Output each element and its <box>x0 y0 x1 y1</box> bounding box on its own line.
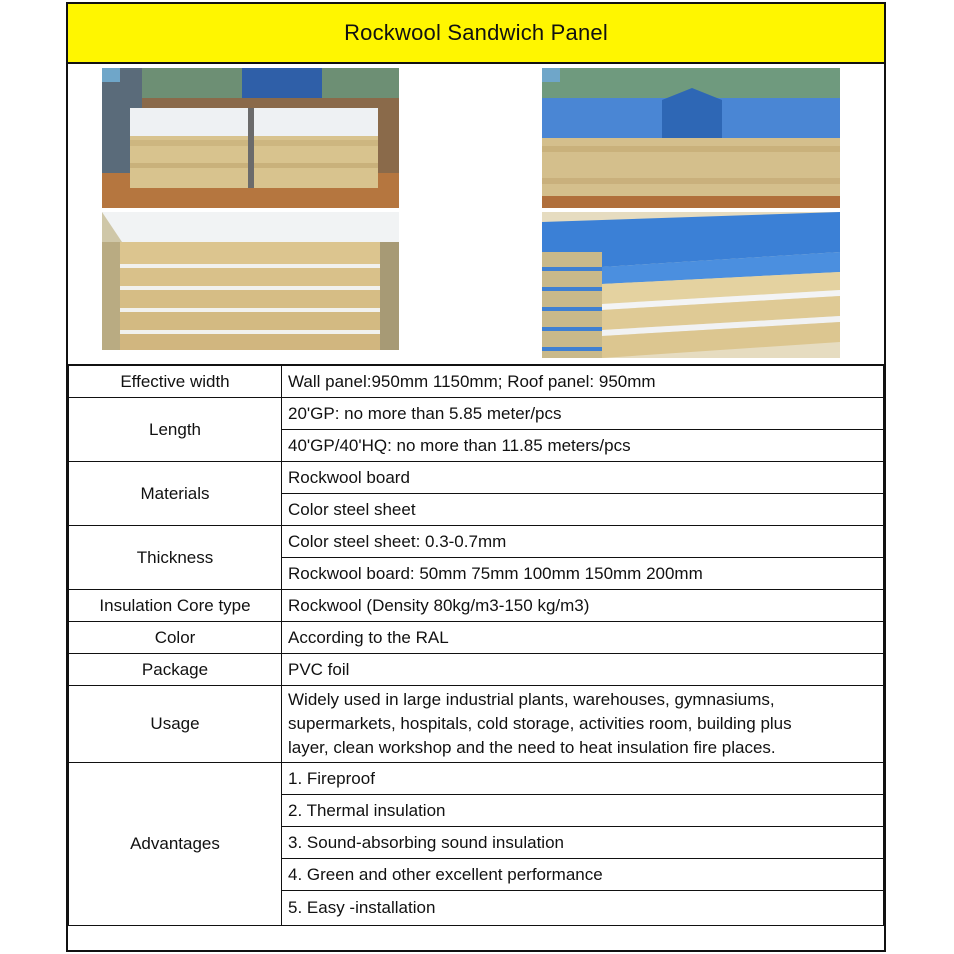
page-title: Rockwool Sandwich Panel <box>68 4 884 64</box>
table-row <box>69 398 884 430</box>
row-value: Color steel sheet: 0.3-0.7mm <box>282 526 884 558</box>
row-label: Effective width <box>69 365 282 398</box>
roof-panel-stack-photo <box>542 212 840 358</box>
spec-table <box>68 364 884 926</box>
row-label: Materials <box>69 462 282 526</box>
row-label: Insulation Core type <box>69 590 282 622</box>
table-row <box>69 365 884 398</box>
row-label: Package <box>69 654 282 686</box>
row-value: Color steel sheet <box>282 494 884 526</box>
row-label: Color <box>69 622 282 654</box>
row-value <box>282 686 884 763</box>
usage-line: layer, clean workshop and the need to heat insulation fire places. <box>288 738 776 757</box>
roof-panel-joint-photo <box>542 68 840 208</box>
row-label: Advantages <box>69 763 282 926</box>
table-row <box>69 763 884 795</box>
table-row <box>69 462 884 494</box>
table-row <box>69 686 884 763</box>
row-label: Thickness <box>69 526 282 590</box>
spec-sheet <box>66 2 886 952</box>
table-row <box>69 526 884 558</box>
table-row <box>69 654 884 686</box>
table-row <box>69 590 884 622</box>
row-value: PVC foil <box>282 654 884 686</box>
row-value: Rockwool board <box>282 462 884 494</box>
row-label: Usage <box>69 686 282 763</box>
usage-line: supermarkets, hospitals, cold storage, activities room, building plus <box>288 714 792 733</box>
row-value: Rockwool board: 50mm 75mm 100mm 150mm 200mm <box>282 558 884 590</box>
row-value: 4. Green and other excellent performance <box>282 859 884 891</box>
row-value: 40'GP/40'HQ: no more than 11.85 meters/pcs <box>282 430 884 462</box>
row-value: 5. Easy -installation <box>282 891 884 926</box>
row-value: 3. Sound-absorbing sound insulation <box>282 827 884 859</box>
usage-line: Widely used in large industrial plants, warehouses, gymnasiums, <box>288 690 775 709</box>
row-value: 1. Fireproof <box>282 763 884 795</box>
row-value: According to the RAL <box>282 622 884 654</box>
wall-panel-joint-photo <box>102 68 399 208</box>
table-row <box>69 622 884 654</box>
row-value: Rockwool (Density 80kg/m3-150 kg/m3) <box>282 590 884 622</box>
row-value: 2. Thermal insulation <box>282 795 884 827</box>
row-label: Length <box>69 398 282 462</box>
row-value: 20'GP: no more than 5.85 meter/pcs <box>282 398 884 430</box>
row-value: Wall panel:950mm 1150mm; Roof panel: 950mm <box>282 365 884 398</box>
wall-panel-stack-photo <box>102 212 399 350</box>
photo-gallery <box>68 64 884 364</box>
